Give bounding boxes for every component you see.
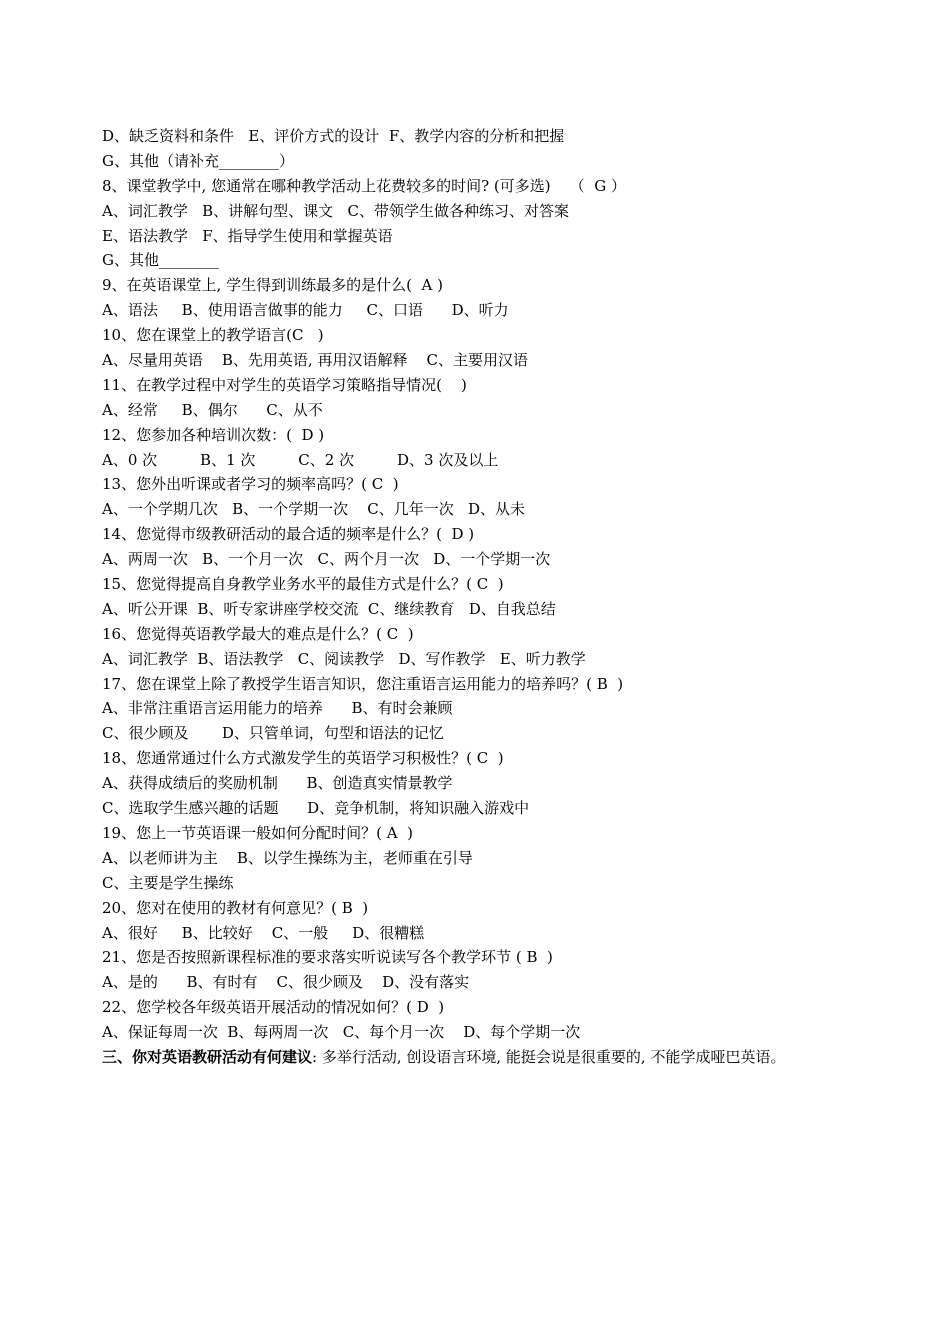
options-line: A、经常 B、偶尔 C、从不 (102, 400, 323, 419)
question-line: 9、在英语课堂上, 学生得到训练最多的是什么( A ) (102, 276, 443, 295)
options-line: G、其他________ (102, 251, 219, 270)
suggestion-text: : 多举行活动, 创设语言环境, 能挺会说是很重要的, 不能学成哑巴英语。 (312, 1047, 786, 1066)
question-line: 14、您觉得市级教研活动的最合适的频率是什么？( D ) (102, 525, 475, 544)
question-line: 18、您通常通过什么方式激发学生的英语学习积极性？( C ) (102, 749, 504, 768)
question-line: 15、您觉得提高自身教学业务水平的最佳方式是什么？( C ) (102, 575, 504, 594)
options-line: A、保证每周一次 B、每两周一次 C、每个月一次 D、每个学期一次 (102, 1023, 581, 1042)
question-line: 22、您学校各年级英语开展活动的情况如何？( D ) (102, 998, 445, 1017)
options-line: A、非常注重语言运用能力的培养 B、有时会兼顾 (102, 699, 453, 718)
question-line: 11、在教学过程中对学生的英语学习策略指导情况( ) (102, 375, 467, 394)
options-line: A、听公开课 B、听专家讲座学校交流 C、继续教育 D、自我总结 (102, 599, 556, 618)
options-line: A、尽量用英语 B、先用英语, 再用汉语解释 C、主要用汉语 (102, 351, 529, 370)
options-line: A、以老师讲为主 B、以学生操练为主，老师重在引导 (102, 848, 473, 867)
options-line: A、0 次 B、1 次 C、2 次 D、3 次及以上 (102, 450, 499, 469)
options-line: A、语法 B、使用语言做事的能力 C、口语 D、听力 (102, 301, 509, 320)
options-line: A、很好 B、比较好 C、一般 D、很糟糕 (102, 923, 425, 942)
options-line: C、主要是学生操练 (102, 873, 234, 892)
question-line: 12、您参加各种培训次数：( D ) (102, 425, 325, 444)
question-line: 17、您在课堂上除了教授学生语言知识，您注重语言运用能力的培养吗？( B ) (102, 674, 624, 693)
options-line: A、获得成绩后的奖励机制 B、创造真实情景教学 (102, 774, 453, 793)
suggestion-label: 三、你对英语教研活动有何建议 (102, 1047, 313, 1066)
options-line: A、词汇教学 B、讲解句型、课文 C、带领学生做各种练习、对答案 (102, 201, 569, 220)
options-line: C、选取学生感兴趣的话题 D、竞争机制，将知识融入游戏中 (102, 799, 530, 818)
options-line: A、一个学期几次 B、一个学期一次 C、几年一次 D、从未 (102, 500, 526, 519)
options-line: A、词汇教学 B、语法教学 C、阅读教学 D、写作教学 E、听力教学 (102, 649, 586, 668)
question-line: 10、您在课堂上的教学语言(C ) (102, 326, 324, 345)
question-line: 13、您外出听课或者学习的频率高吗？( C ) (102, 475, 399, 494)
suggestion-line (102, 1045, 902, 1070)
question-line: 21、您是否按照新课程标准的要求落实听说读写各个教学环节 ( B ) (102, 948, 553, 967)
question-line: 20、您对在使用的教材有何意见？( B ) (102, 898, 369, 917)
document-page (102, 124, 902, 1070)
question-line: 19、您上一节英语课一般如何分配时间？( A ) (102, 823, 413, 842)
question-line: 8、课堂教学中, 您通常在哪种教学活动上花费较多的时间? (可多选) （ G ） (102, 176, 626, 195)
options-line: C、很少顾及 D、只管单词，句型和语法的记忆 (102, 724, 444, 743)
options-line: A、两周一次 B、一个月一次 C、两个月一次 D、一个学期一次 (102, 550, 551, 569)
text-line: D、缺乏资料和条件 E、评价方式的设计 F、教学内容的分析和把握 (102, 127, 565, 145)
text-line: G、其他（请补充________） (102, 151, 294, 170)
question-line: 16、您觉得英语教学最大的难点是什么？( C ) (102, 624, 414, 643)
options-line: E、语法教学 F、指导学生使用和掌握英语 (102, 226, 393, 245)
options-line: A、是的 B、有时有 C、很少顾及 D、没有落实 (102, 973, 470, 992)
